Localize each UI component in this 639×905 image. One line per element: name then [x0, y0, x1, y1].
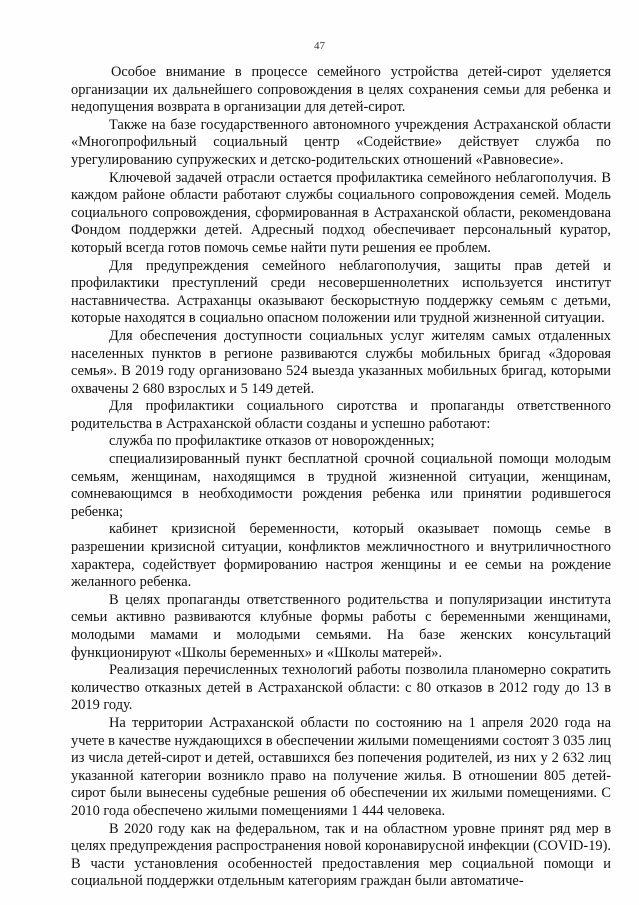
- paragraph-refusals-reduction: Реализация перечисленных технологий работы позволила планомерно сократить количество отказных детей в Астраханской области: с 80 отказов в 2012 году до 13 в 2019 году.: [71, 662, 611, 714]
- paragraph-housing: На территории Астраханской области по состоянию на 1 апреля 2020 года на учете в качестве нуждающихся в обеспечении жилыми помещениями состоят 3 035 лиц из числа детей-сирот и детей, оставшихся без попечения родителей, из них у 2 632 лиц указанной категории возникло право на получение жилья. В отношении 805 детей-сирот были вынесены судебные решения об обеспечении их жилыми помещениями. С 2010 года обеспечено жилыми помещениями 1 444 человека.: [71, 714, 611, 819]
- document-body: [71, 64, 611, 891]
- paragraph-family-placement: Особое внимание в процессе семейного устройства детей-сирот уделяется организации их дальнейшего сопровождения в целях сохранения семьи для ребенка и недопущения возврата в организации для детей-сирот.: [71, 64, 611, 116]
- list-item-crisis-pregnancy-office: кабинет кризисной беременности, который оказывает помощь семье в разрешении кризисной ситуации, конфликтов межличностного и внутриличностного характера, содействует формированию настроя женщины и ее семьи на рождение желанного ребенка.: [71, 521, 611, 591]
- paragraph-ravnovesie-service: Также на базе государственного автономного учреждения Астраханской области «Многопрофильный социальный центр «Содействие» действует служба по урегулированию супружеских и детско-родительских отношений «Равновесие».: [71, 116, 611, 168]
- paragraph-covid-measures: В 2020 году как на федеральном, так и на областном уровне принят ряд мер в целях предупреждения распространения новой коронавирусной инфекции (COVID-19). В части установления особенностей предоставления мер социальной помощи и социальной поддержки отдельным категориям граждан были автоматиче-: [71, 820, 611, 890]
- paragraph-mentoring: Для предупреждения семейного неблагополучия, защиты прав детей и профилактики преступлений среди несовершеннолетних используется институт наставничества. Астраханцы оказывают бескорыстную поддержку семьям с детьми, которые находятся в социально опасном положении или трудной жизненной ситуации.: [71, 257, 611, 327]
- list-item-emergency-aid-point: специализированный пункт бесплатной срочной социальной помощи молодым семьям, женщинам, находящимся в трудной жизненной ситуации, женщинам, сомневающимся в необходимости рождения ребенка или принятии родившегося ребенка;: [71, 451, 611, 520]
- paragraph-club-forms: В целях пропаганды ответственного родительства и популяризации института семьи активно развиваются клубные формы работы с беременными женщинами, молодыми мамами и молодыми семьями. На базе женских консультаций функционируют «Школы беременных» и «Школы матерей».: [71, 591, 611, 661]
- list-item-refusal-service: служба по профилактике отказов от новорожденных;: [109, 433, 435, 450]
- paragraph-mobile-teams: Для обеспечения доступности социальных услуг жителям самых отдаленных населенных пунктов в регионе развиваются службы мобильных бригад «Здоровая семья». В 2019 году организовано 524 выезда указанных мобильных бригад, которыми охвачены 2 680 взрослых и 5 149 детей.: [71, 327, 611, 397]
- paragraph-orphanhood-prevention: Для профилактики социального сиротства и пропаганды ответственного родительства в Астраханской области созданы и успешно работают:: [71, 398, 611, 432]
- paragraph-prevention-task: Ключевой задачей отрасли остается профилактика семейного неблагополучия. В каждом районе области работают службы социального сопровождения семей. Модель социального сопровождения, сформированная в Астраханской области, рекомендована Фондом поддержки детей. Адресный подход обеспечивает персональный куратор, который всегда готов помочь семье найти пути решения ее проблем.: [71, 169, 611, 256]
- page-number: 47: [314, 40, 325, 52]
